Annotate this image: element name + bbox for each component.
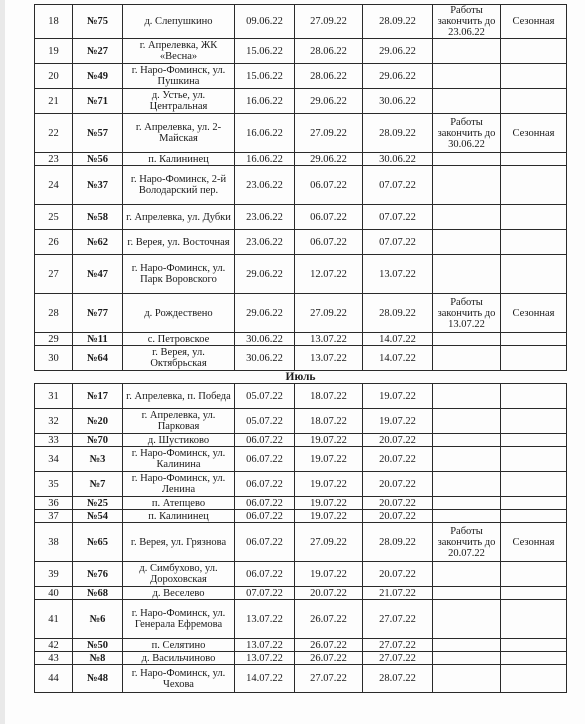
location: г. Наро-Фоминск, ул. Чехова (123, 665, 235, 693)
note (433, 600, 501, 639)
acceptance-date: 20.07.22 (363, 510, 433, 523)
site-code: №56 (73, 153, 123, 166)
start-date: 16.06.22 (235, 153, 295, 166)
july-rows (35, 384, 567, 693)
work-type (501, 510, 567, 523)
start-date: 23.06.22 (235, 205, 295, 230)
note (433, 153, 501, 166)
site-code: №6 (73, 600, 123, 639)
start-date: 05.07.22 (235, 384, 295, 409)
location: п. Атепцево (123, 497, 235, 510)
table-row (35, 114, 567, 153)
start-date: 14.07.22 (235, 665, 295, 693)
end-date: 19.07.22 (295, 472, 363, 497)
location: г. Верея, ул. Восточная (123, 230, 235, 255)
location: г. Наро-Фоминск, ул. Пушкина (123, 64, 235, 89)
start-date: 07.07.22 (235, 587, 295, 600)
start-date: 16.06.22 (235, 89, 295, 114)
location: г. Наро-Фоминск, 2-й Володарский пер. (123, 166, 235, 205)
location: д. Васильчиново (123, 652, 235, 665)
note (433, 384, 501, 409)
work-type: Сезонная (501, 294, 567, 333)
end-date: 06.07.22 (295, 205, 363, 230)
start-date: 30.06.22 (235, 346, 295, 371)
table-row (35, 665, 567, 693)
end-date: 27.07.22 (295, 665, 363, 693)
end-date: 26.07.22 (295, 639, 363, 652)
table-row (35, 434, 567, 447)
acceptance-date: 29.06.22 (363, 64, 433, 89)
location: г. Наро-Фоминск, ул. Генерала Ефремова (123, 600, 235, 639)
acceptance-date: 30.06.22 (363, 153, 433, 166)
row-number: 26 (35, 230, 73, 255)
location: г. Наро-Фоминск, ул. Калинина (123, 447, 235, 472)
location: д. Симбухово, ул. Дороховская (123, 562, 235, 587)
site-code: №20 (73, 409, 123, 434)
site-code: №8 (73, 652, 123, 665)
note (433, 497, 501, 510)
work-type (501, 587, 567, 600)
start-date: 09.06.22 (235, 5, 295, 39)
row-number: 25 (35, 205, 73, 230)
row-number: 21 (35, 89, 73, 114)
work-type (501, 166, 567, 205)
row-number: 37 (35, 510, 73, 523)
acceptance-date: 21.07.22 (363, 587, 433, 600)
work-type (501, 409, 567, 434)
table-row (35, 294, 567, 333)
note (433, 39, 501, 64)
end-date: 28.06.22 (295, 39, 363, 64)
note (433, 639, 501, 652)
acceptance-date: 27.07.22 (363, 600, 433, 639)
work-type (501, 89, 567, 114)
start-date: 06.07.22 (235, 447, 295, 472)
work-type (501, 153, 567, 166)
acceptance-date: 20.07.22 (363, 434, 433, 447)
note (433, 652, 501, 665)
end-date: 19.07.22 (295, 562, 363, 587)
acceptance-date: 30.06.22 (363, 89, 433, 114)
row-number: 35 (35, 472, 73, 497)
end-date: 28.06.22 (295, 64, 363, 89)
end-date: 18.07.22 (295, 384, 363, 409)
work-type (501, 600, 567, 639)
site-code: №17 (73, 384, 123, 409)
work-type (501, 652, 567, 665)
start-date: 23.06.22 (235, 166, 295, 205)
acceptance-date: 29.06.22 (363, 39, 433, 64)
site-code: №11 (73, 333, 123, 346)
row-number: 40 (35, 587, 73, 600)
start-date: 30.06.22 (235, 333, 295, 346)
work-type (501, 230, 567, 255)
table-row (35, 497, 567, 510)
location: д. Веселево (123, 587, 235, 600)
site-code: №3 (73, 447, 123, 472)
end-date: 06.07.22 (295, 230, 363, 255)
acceptance-date: 28.09.22 (363, 114, 433, 153)
location: г. Апрелевка, п. Победа (123, 384, 235, 409)
end-date: 06.07.22 (295, 166, 363, 205)
end-date: 12.07.22 (295, 255, 363, 294)
table-row (35, 230, 567, 255)
start-date: 05.07.22 (235, 409, 295, 434)
work-type (501, 255, 567, 294)
location: п. Селятино (123, 639, 235, 652)
location: г. Апрелевка, ЖК «Весна» (123, 39, 235, 64)
acceptance-date: 28.09.22 (363, 294, 433, 333)
table-row (35, 447, 567, 472)
row-number: 36 (35, 497, 73, 510)
location: г. Апрелевка, ул. 2-Майская (123, 114, 235, 153)
note (433, 562, 501, 587)
note (433, 447, 501, 472)
end-date: 27.09.22 (295, 523, 363, 562)
row-number: 33 (35, 434, 73, 447)
note (433, 472, 501, 497)
acceptance-date: 14.07.22 (363, 346, 433, 371)
end-date: 19.07.22 (295, 434, 363, 447)
start-date: 23.06.22 (235, 230, 295, 255)
site-code: №75 (73, 5, 123, 39)
note (433, 587, 501, 600)
table-row (35, 587, 567, 600)
table-row (35, 652, 567, 665)
acceptance-date: 20.07.22 (363, 497, 433, 510)
row-number: 23 (35, 153, 73, 166)
row-number: 31 (35, 384, 73, 409)
june-rows (35, 5, 567, 371)
note (433, 205, 501, 230)
location: п. Калининец (123, 153, 235, 166)
note (433, 346, 501, 371)
table-row (35, 89, 567, 114)
location: г. Верея, ул. Октябрьская (123, 346, 235, 371)
row-number: 22 (35, 114, 73, 153)
table-row (35, 639, 567, 652)
acceptance-date: 07.07.22 (363, 205, 433, 230)
row-number: 38 (35, 523, 73, 562)
acceptance-date: 27.07.22 (363, 639, 433, 652)
start-date: 29.06.22 (235, 294, 295, 333)
work-type (501, 205, 567, 230)
note (433, 409, 501, 434)
row-number: 34 (35, 447, 73, 472)
table-row (35, 153, 567, 166)
row-number: 43 (35, 652, 73, 665)
work-type (501, 434, 567, 447)
end-date: 13.07.22 (295, 346, 363, 371)
row-number: 44 (35, 665, 73, 693)
start-date: 15.06.22 (235, 39, 295, 64)
table-row (35, 409, 567, 434)
site-code: №27 (73, 39, 123, 64)
row-number: 30 (35, 346, 73, 371)
acceptance-date: 20.07.22 (363, 447, 433, 472)
work-type (501, 562, 567, 587)
end-date: 26.07.22 (295, 600, 363, 639)
acceptance-date: 20.07.22 (363, 562, 433, 587)
row-number: 42 (35, 639, 73, 652)
acceptance-date: 28.09.22 (363, 5, 433, 39)
acceptance-date: 07.07.22 (363, 166, 433, 205)
row-number: 20 (35, 64, 73, 89)
end-date: 19.07.22 (295, 447, 363, 472)
site-code: №25 (73, 497, 123, 510)
note (433, 434, 501, 447)
row-number: 32 (35, 409, 73, 434)
start-date: 15.06.22 (235, 64, 295, 89)
location: г. Верея, ул. Грязнова (123, 523, 235, 562)
row-number: 39 (35, 562, 73, 587)
end-date: 26.07.22 (295, 652, 363, 665)
work-type: Сезонная (501, 114, 567, 153)
site-code: №7 (73, 472, 123, 497)
table-row (35, 384, 567, 409)
row-number: 18 (35, 5, 73, 39)
table-row (35, 346, 567, 371)
start-date: 06.07.22 (235, 497, 295, 510)
work-type (501, 447, 567, 472)
location: д. Рождествено (123, 294, 235, 333)
work-type (501, 346, 567, 371)
site-code: №76 (73, 562, 123, 587)
table-row (35, 166, 567, 205)
site-code: №65 (73, 523, 123, 562)
acceptance-date: 13.07.22 (363, 255, 433, 294)
site-code: №47 (73, 255, 123, 294)
site-code: №50 (73, 639, 123, 652)
start-date: 06.07.22 (235, 510, 295, 523)
end-date: 27.09.22 (295, 5, 363, 39)
work-type (501, 333, 567, 346)
table-row (35, 64, 567, 89)
start-date: 13.07.22 (235, 600, 295, 639)
site-code: №54 (73, 510, 123, 523)
month-heading-july: Июль (35, 371, 567, 384)
row-number: 24 (35, 166, 73, 205)
row-number: 29 (35, 333, 73, 346)
note (433, 510, 501, 523)
start-date: 29.06.22 (235, 255, 295, 294)
location: д. Шустиково (123, 434, 235, 447)
work-type (501, 39, 567, 64)
acceptance-date: 14.07.22 (363, 333, 433, 346)
site-code: №68 (73, 587, 123, 600)
work-type (501, 64, 567, 89)
note (433, 333, 501, 346)
location: п. Калининец (123, 510, 235, 523)
acceptance-date: 20.07.22 (363, 472, 433, 497)
row-number: 41 (35, 600, 73, 639)
end-date: 18.07.22 (295, 409, 363, 434)
location: с. Петровское (123, 333, 235, 346)
row-number: 28 (35, 294, 73, 333)
location: д. Слепушкино (123, 5, 235, 39)
note: Работы закончить до 30.06.22 (433, 114, 501, 153)
acceptance-date: 28.07.22 (363, 665, 433, 693)
end-date: 27.09.22 (295, 294, 363, 333)
note: Работы закончить до 23.06.22 (433, 5, 501, 39)
site-code: №57 (73, 114, 123, 153)
start-date: 06.07.22 (235, 523, 295, 562)
site-code: №58 (73, 205, 123, 230)
table-row (35, 562, 567, 587)
note (433, 64, 501, 89)
table-row (35, 255, 567, 294)
location: г. Апрелевка, ул. Парковая (123, 409, 235, 434)
site-code: №71 (73, 89, 123, 114)
acceptance-date: 19.07.22 (363, 384, 433, 409)
start-date: 16.06.22 (235, 114, 295, 153)
table-row (35, 205, 567, 230)
scan-edge (0, 0, 5, 724)
note: Работы закончить до 13.07.22 (433, 294, 501, 333)
table-row (35, 5, 567, 39)
acceptance-date: 28.09.22 (363, 523, 433, 562)
work-type (501, 384, 567, 409)
start-date: 13.07.22 (235, 639, 295, 652)
end-date: 19.07.22 (295, 510, 363, 523)
row-number: 27 (35, 255, 73, 294)
end-date: 19.07.22 (295, 497, 363, 510)
table-row (35, 510, 567, 523)
table-row (35, 333, 567, 346)
site-code: №62 (73, 230, 123, 255)
acceptance-date: 19.07.22 (363, 409, 433, 434)
end-date: 29.06.22 (295, 89, 363, 114)
location: г. Наро-Фоминск, ул. Парк Воровского (123, 255, 235, 294)
table-row (35, 523, 567, 562)
schedule-table (34, 4, 567, 693)
table-row (35, 39, 567, 64)
table-row (35, 600, 567, 639)
start-date: 06.07.22 (235, 562, 295, 587)
location: д. Устье, ул. Центральная (123, 89, 235, 114)
acceptance-date: 07.07.22 (363, 230, 433, 255)
work-type: Сезонная (501, 5, 567, 39)
location: г. Наро-Фоминск, ул. Ленина (123, 472, 235, 497)
row-number: 19 (35, 39, 73, 64)
note (433, 255, 501, 294)
site-code: №37 (73, 166, 123, 205)
site-code: №48 (73, 665, 123, 693)
start-date: 06.07.22 (235, 472, 295, 497)
note (433, 230, 501, 255)
site-code: №49 (73, 64, 123, 89)
site-code: №64 (73, 346, 123, 371)
work-type: Сезонная (501, 523, 567, 562)
table-row (35, 472, 567, 497)
end-date: 20.07.22 (295, 587, 363, 600)
site-code: №70 (73, 434, 123, 447)
location: г. Апрелевка, ул. Дубки (123, 205, 235, 230)
work-type (501, 639, 567, 652)
end-date: 27.09.22 (295, 114, 363, 153)
end-date: 13.07.22 (295, 333, 363, 346)
work-type (501, 497, 567, 510)
note: Работы закончить до 20.07.22 (433, 523, 501, 562)
start-date: 13.07.22 (235, 652, 295, 665)
work-type (501, 665, 567, 693)
note (433, 89, 501, 114)
acceptance-date: 27.07.22 (363, 652, 433, 665)
note (433, 665, 501, 693)
site-code: №77 (73, 294, 123, 333)
end-date: 29.06.22 (295, 153, 363, 166)
note (433, 166, 501, 205)
work-type (501, 472, 567, 497)
month-separator (35, 371, 567, 384)
start-date: 06.07.22 (235, 434, 295, 447)
